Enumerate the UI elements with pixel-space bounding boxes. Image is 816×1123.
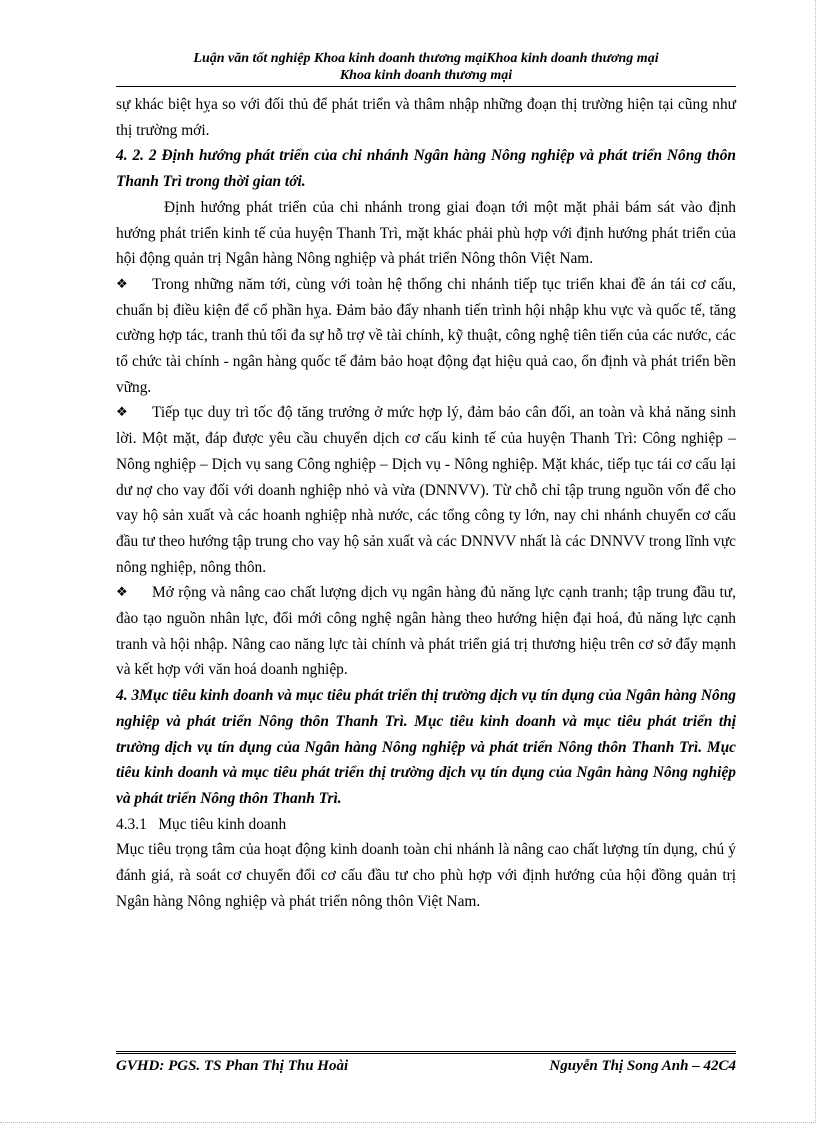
bullet-item-2-text: Tiếp tục duy trì tốc độ tăng trưởng ở mức hợp lý, đảm bảo cân đối, an toàn và khả năng sinh lời. Một mặt, đáp được yêu cầu chuyển dịch cơ cấu kinh tế của huyện Thanh Trì: Công nghiệp – Nông nghiệp – Dịch vụ sang Công nghiệp – Dịch vụ - Nông nghiệp. Mặt khác, tiếp tục tái cơ cấu lại dư nợ cho vay đối với doanh nghiệp nhỏ và vừa (DNNVV). Từ chỗ chỉ tập trung nguồn vốn để cho vay hộ sản xuất và các hoanh nghiệp nhà nước, các tổng công ty lớn, nay chi nhánh chuyển cơ cấu đầu tư theo hướng tập trung cho vay hộ sản xuất và các DNNVV nhất là các DNNVV trong lĩnh vực nông nghiệp, nông thôn. xyxy=(116,404,736,576)
subsection-heading-4-3-1 xyxy=(116,812,736,838)
bullet-item-3 xyxy=(116,580,736,683)
bullet-diamond-icon: ❖ xyxy=(116,276,128,292)
footer-divider xyxy=(116,1051,736,1054)
bullet-item-1-text: Trong những năm tới, cùng với toàn hệ thống chi nhánh tiếp tục triển khai đề án tái cơ cấu, chuẩn bị điều kiện để cổ phần hỵa. Đảm bảo đẩy nhanh tiến trình hội nhập khu vực và quốc tế, tăng cường hợp tác, tranh thủ tối đa sự hỗ trợ về tài chính, kỹ thuật, công nghệ tiên tiến của các nước, các tổ chức tài chính - ngân hàng quốc tế đảm bảo hoạt động đạt hiệu quả cao, ổn định và phát triển bền vững. xyxy=(116,275,736,396)
header-line-2: Khoa kinh doanh thương mại xyxy=(339,68,513,83)
footer-author: Nguyễn Thị Song Anh – 42C4 xyxy=(549,1058,736,1074)
bullet-diamond-icon: ❖ xyxy=(116,585,128,601)
section-heading-4-2-2: 4. 2. 2 Định hướng phát triển của chi nhánh Ngân hàng Nông nghiệp và phát triển Nông thôn Thanh Trì trong thời gian tới. xyxy=(116,147,736,191)
subsection-title: Mục tiêu kinh doanh xyxy=(158,815,287,833)
paragraph-orientation: Định hướng phát triển của chi nhánh trong giai đoạn tới một mặt phải bám sát vào định hướng phát triển kinh tế của huyện Thanh Trì, mặt khác phải phù hợp với định hướng phát triển của hội động quản trị Ngân hàng Nông nghiệp và phát triển Nông thôn Việt Nam. xyxy=(116,198,736,268)
paragraph-business-goal: Mục tiêu trọng tâm của hoạt động kinh doanh toàn chi nhánh là nâng cao chất lượng tín dụng, chú ý đánh giá, rà soát cơ chuyển đổi cơ cấu đầu tư cho phù hợp với định hướng của hội đồng quản trị Ngân hàng Nông nghiệp và phát triển nông thôn Việt Nam. xyxy=(116,841,736,910)
header-line-1: Luận văn tốt nghiệp Khoa kinh doanh thương mạiKhoa kinh doanh thương mại xyxy=(193,51,659,66)
bullet-item-3-text: Mở rộng và nâng cao chất lượng dịch vụ ngân hàng đủ năng lực cạnh tranh; tập trung đầu tư, đào tạo nguồn nhân lực, đổi mới công nghệ ngân hàng theo hướng hiện đại hoá, đủ năng lực cạnh tranh và hội nhập. Nâng cao năng lực tài chính và phát triển giá trị thương hiệu trên cơ sở đẩy mạnh và kết hợp với văn hoá doanh nghiệp. xyxy=(116,584,736,679)
bullet-diamond-icon: ❖ xyxy=(116,405,128,421)
page-footer xyxy=(116,1057,736,1075)
paragraph-continuation: sự khác biệt hỵa so với đối thủ để phát triển và thâm nhập những đoạn thị trường hiện tại cũng như thị trường mới. xyxy=(116,96,736,139)
section-heading-4-3: 4. 3Mục tiêu kinh doanh và mục tiêu phát triển thị trường dịch vụ tín dụng của Ngân hàng Nông nghiệp và phát triển Nông thôn Thanh Trì. Mục tiêu kinh doanh và mục tiêu phát triển thị trường dịch vụ tín dụng của Ngân hàng Nông nghiệp và phát triển Nông thôn Thanh Trì. Mục tiêu kinh doanh và mục tiêu phát triển thị trường dịch vụ tín dụng của Ngân hàng Nông nghiệp và phát triển Nông thôn Thanh Trì. xyxy=(116,687,736,807)
header-divider xyxy=(116,86,736,87)
footer-supervisor: GVHD: PGS. TS Phan Thị Thu Hoài xyxy=(116,1058,349,1074)
page-header xyxy=(116,50,736,84)
bullet-item-2 xyxy=(116,400,736,580)
subsection-number: 4.3.1 xyxy=(116,815,147,833)
page-body xyxy=(116,92,736,915)
bullet-item-1 xyxy=(116,272,736,401)
